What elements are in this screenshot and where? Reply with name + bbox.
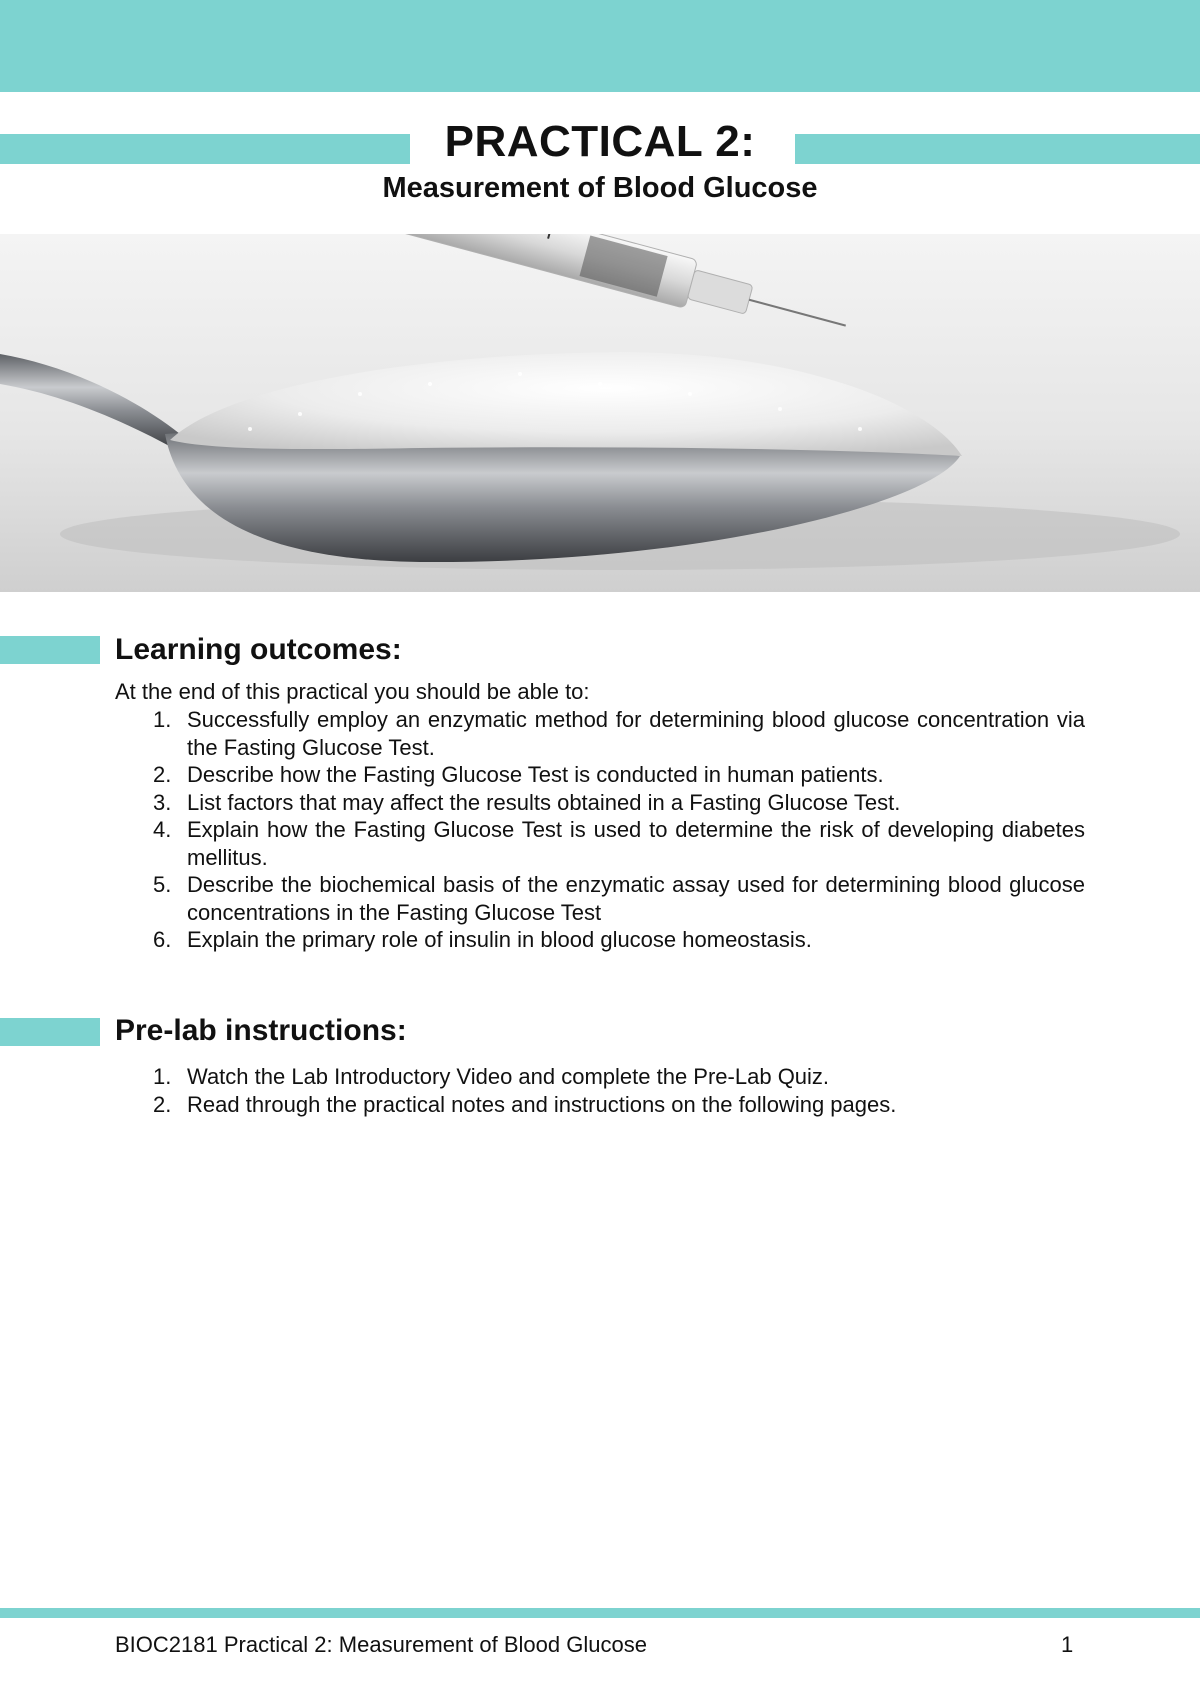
page-number: 1 (1061, 1632, 1074, 1657)
list-text: Explain the primary role of insulin in blood glucose homeostasis. (187, 927, 812, 952)
page-title: PRACTICAL 2: (444, 117, 756, 166)
footer-accent-line (0, 1608, 1200, 1618)
list-text: Successfully employ an enzymatic method for determining blood glucose concentration via the Fasting Glucose Test. (187, 707, 1085, 760)
list-text: Watch the Lab Introductory Video and complete the Pre-Lab Quiz. (187, 1064, 830, 1089)
list-number: 1. (153, 1064, 172, 1089)
list-item (115, 789, 1085, 817)
page-subtitle: Measurement of Blood Glucose (382, 172, 818, 204)
top-accent-band (0, 0, 1200, 92)
list-text: List factors that may affect the results obtained in a Fasting Glucose Test. (187, 789, 901, 815)
list-item (115, 816, 1085, 871)
list-number: 5. (153, 872, 172, 897)
syringe-over-spoon-of-sugar-photo (0, 234, 1200, 592)
list-number: 2. (153, 762, 172, 787)
learning-outcomes-list (115, 706, 1085, 954)
list-number: 2. (153, 1091, 172, 1117)
list-item (115, 706, 1085, 761)
list-number: 6. (153, 927, 172, 952)
list-text: Read through the practical notes and instructions on the following pages. (187, 1091, 897, 1117)
list-text: Describe the biochemical basis of the enzymatic assay used for determining blood glucose concentrations in the Fasting Glucose Test (187, 872, 1085, 925)
prelab-heading: Pre-lab instructions: (115, 1014, 407, 1047)
list-item (115, 871, 1085, 926)
learning-section-accent-bar (0, 636, 100, 664)
list-number: 3. (153, 789, 172, 815)
learning-outcomes-heading: Learning outcomes: (115, 633, 402, 666)
prelab-instructions-list (115, 1063, 1085, 1118)
list-item (115, 926, 1085, 954)
list-item (115, 761, 1085, 789)
list-item (115, 1063, 1085, 1091)
learning-intro: At the end of this practical you should be able to: (115, 679, 590, 704)
list-text: Describe how the Fasting Glucose Test is conducted in human patients. (187, 762, 884, 787)
list-item (115, 1091, 1085, 1119)
prelab-section-accent-bar (0, 1018, 100, 1046)
list-number: 1. (153, 707, 172, 732)
list-number: 4. (153, 817, 172, 842)
footer-course-title: BIOC2181 Practical 2: Measurement of Blood Glucose (115, 1632, 647, 1657)
list-text: Explain how the Fasting Glucose Test is used to determine the risk of developing diabetes mellitus. (187, 817, 1085, 870)
